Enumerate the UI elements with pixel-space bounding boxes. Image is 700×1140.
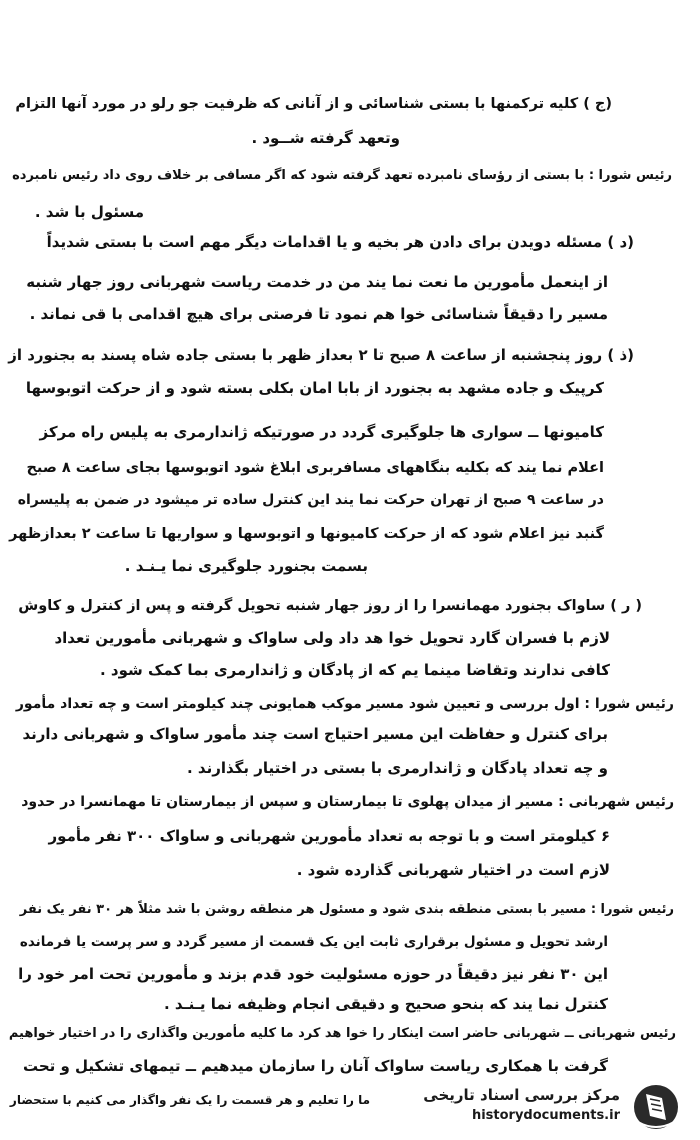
watermark [396, 1082, 686, 1132]
line-17: کافی ندارند وتقاضا مینما یم که از پادگان و ژاندارمری بما کمک شود . [99, 661, 610, 679]
line-28: رئیس شهربانی ــ شهربانی حاضر است اینکار را خوا هد کرد ما کلیه مأمورین واگذاری را در اختیار خواهیم [8, 1026, 676, 1041]
line-13: گنبد نیز اعلام شود که از حرکت کامیونها و اتوبوسها و سواریها تا ساعت ۲ بعدازظهر [9, 526, 604, 542]
line-12: در ساعت ۹ صبح از تهران حرکت نما یند این کنترل ساده تر میشود در ضمن به پلیسراه [17, 492, 604, 508]
line-30: ما را تعلیم و هر قسمت را یک نفر واگذار می کنیم با ستحضار [9, 1093, 370, 1107]
line-02: وتعهد گرفته شــود . [251, 129, 400, 147]
line-10: کامیونها ــ سواری ها جلوگیری گردد در صورتیکه ژاندارمری به پلیس راه مرکز [39, 423, 604, 441]
line-15: ( ر ) ساواک بجنورد مهمانسرا را از روز جهار شنبه تحویل گرفته و پس از کنترل و کاوش [18, 598, 642, 614]
watermark-url[interactable]: historydocuments.ir [471, 1108, 620, 1123]
line-08: (ذ ) روز پنجشنبه از ساعت ۸ صبح تا ۲ بعداز ظهر با بستی جاده شاه پسند به بجنورد از [8, 346, 634, 364]
line-11: اعلام نما یند که بکلیه بنگاههای مسافربری ابلاغ شود اتوبوسها بجای ساعت ۸ صبح [26, 460, 604, 476]
line-20: و چه تعداد پادگان و ژاندارمری با بستی در اختیار بگذارند . [187, 759, 608, 777]
line-22: ۶ کیلومتر است و با توجه به تعداد مأمورین شهربانی و ساواک ۳۰۰ نفر مأمور [48, 827, 610, 845]
line-19: برای کنترل و حفاظت این مسیر احتیاج است چند مأمور ساواک و شهربانی دارند [22, 725, 608, 743]
line-29: گرفت با همکاری ریاست ساواک آنان را سازمان میدهیم ــ تیمهای تشکیل و تحت [22, 1057, 608, 1075]
line-07: مسیر را دقیقاً شناسائی خوا هم نمود تا فرصتی برای هیچ اقدامی با قی نماند . [29, 305, 608, 323]
line-03: رئیس شورا : با بستی از رؤسای نامبرده تعهد گرفته شود که اگر مسافی بر خلاف روی داد رئیس نامبرده [12, 168, 672, 183]
line-01: (ج ) کلیه ترکمنها با بستی شناسائی و از آنانی که ظرفیت جو رلو در مورد آنها التزام [15, 96, 612, 112]
line-24: رئیس شورا : مسیر با بستی منطقه بندی شود و مسئول هر منطقه روشن با شد مثلاً هر ۳۰ نفر یک نفر [19, 902, 674, 917]
line-23: لازم است در اختیار شهربانی گذارده شود . [296, 861, 610, 879]
line-14: بسمت بجنورد جلوگیری نما یـنـد . [124, 557, 368, 575]
line-06: از اینعمل مأمورین ما نعت نما یند من در خدمت ریاست شهربانی روز جهار شنبه [26, 273, 608, 291]
line-16: لازم با فسران گارد تحویل خوا هد داد ولی ساواک و شهربانی مأمورین تعداد [54, 629, 610, 647]
line-18: رئیس شورا : اول بررسی و تعیین شود مسیر موکب همایونی چند کیلومتر است و چه تعداد مأمور [15, 696, 674, 712]
line-05: (د ) مسئله دویدن برای دادن هر بخیه و یا اقدامات دیگر مهم است با بستی شدیداً [46, 233, 634, 251]
watermark-title: مرکز بررسی اسناد تاریخی [423, 1086, 620, 1104]
line-21: رئیس شهربانی : مسیر از میدان پهلوی تا بیمارستان و سپس از بیمارستان تا مهمانسرا در حدود [21, 794, 674, 810]
line-04: مسئول با شد . [34, 203, 144, 221]
line-27: کنترل نما یند که بنحو صحیح و دقیقی انجام وظیفه نما یـنـد . [163, 995, 608, 1013]
line-26: این ۳۰ نفر نیز دقیقاً در حوزه مسئولیت خود قدم بزند و مأمورین تحت امر خود را [18, 965, 608, 983]
line-25: ارشد تحویل و مسئول برقراری ثابت این یک قسمت از مسیر گردد و سر پرست یا فرمانده [19, 934, 608, 950]
archive-seal-icon [630, 1082, 682, 1132]
line-09: کرپیک و جاده مشهد به بجنورد از بابا امان بکلی بسته شود و از حرکت اتوبوسها [25, 379, 604, 397]
